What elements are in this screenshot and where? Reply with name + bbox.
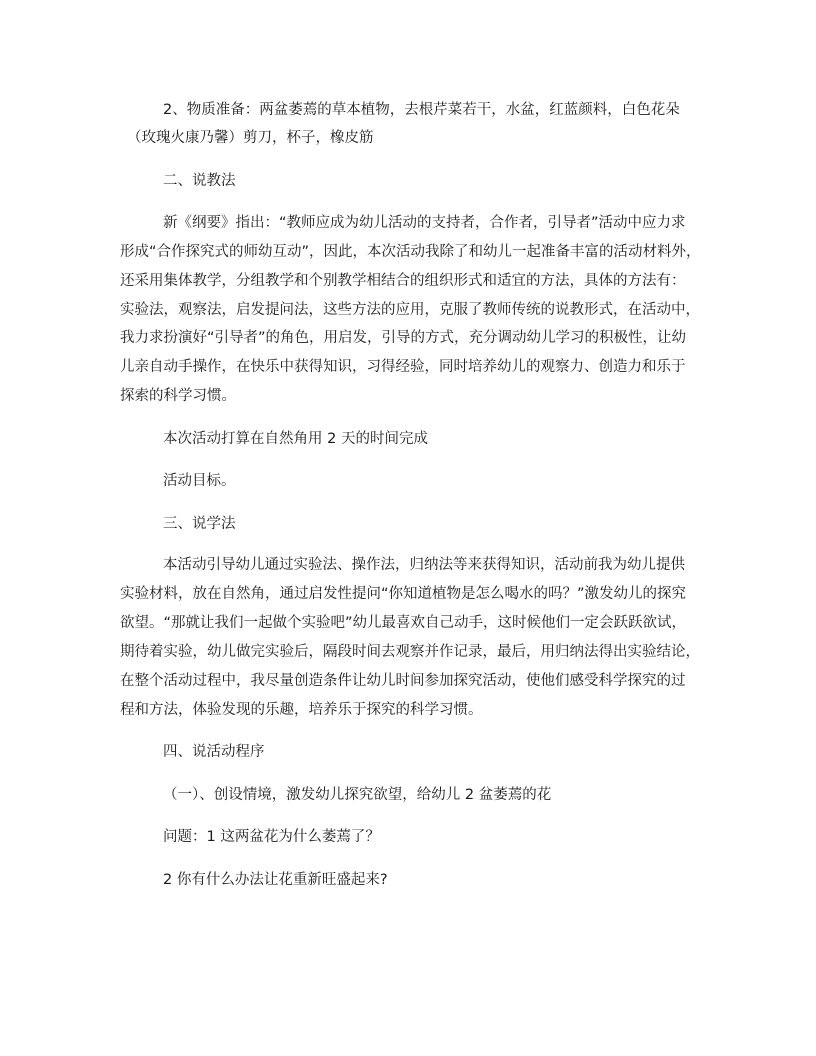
- learning-method-line-3: 欲望。“那就让我们一起做个实验吧”幼儿最喜欢自己动手，这时候他们一定会跃跃欲试，: [120, 615, 687, 631]
- learning-method-line-1: 本活动引导幼儿通过实验法、操作法，归纳法等来获得知识，活动前我为幼儿提供: [163, 557, 685, 573]
- section-heading-learning-method: 三、说学法: [163, 516, 236, 532]
- teaching-method-line-6: 儿亲自动手操作，在快乐中获得知识，习得经验，同时培养幼儿的观察力、创造力和乐于: [120, 359, 686, 375]
- teaching-method-line-5: 我力求扮演好“引导者”的角色，用启发，引导的方式，充分调动幼儿学习的积极性，让幼: [120, 330, 687, 346]
- section-heading-teaching-method: 二、说教法: [163, 173, 236, 189]
- section-heading-procedure: 四、说活动程序: [163, 744, 265, 760]
- learning-method-line-5: 在整个活动过程中，我尽量创造条件让幼儿时间参加探究活动，使他们感受科学探究的过: [120, 673, 686, 689]
- learning-method-line-6: 程和方法，体验发现的乐趣，培养乐于探究的科学习惯。: [120, 702, 483, 718]
- materials-line-1: 2、物质准备：两盆萎蔫的草本植物，去根芹菜若干，水盆，红蓝颜料，白色花朵: [163, 102, 680, 118]
- procedure-question-1: 问题：1 这两盆花为什么萎蔫了？: [163, 829, 380, 845]
- teaching-method-line-3: 还采用集体教学，分组教学和个别教学相结合的组织形式和适宜的方法，具体的方法有：: [120, 273, 686, 289]
- teaching-method-line-1: 新《纲要》指出：“教师应成为幼儿活动的支持者，合作者，引导者”活动中应力求: [163, 215, 686, 231]
- teaching-method-line-2: 形成“合作探究式的师幼互动”，因此，本次活动我除了和幼儿一起准备丰富的活动材料外，: [120, 244, 701, 260]
- procedure-question-2: 2 你有什么办法让花重新旺盛起来?: [163, 872, 388, 888]
- learning-method-line-2: 实验材料，放在自然角，通过启发性提问“你知道植物是怎么喝水的吗？”激发幼儿的探究: [120, 586, 687, 602]
- teaching-method-line-7: 探索的科学习惯。: [120, 388, 236, 404]
- procedure-step-1: （一）、创设情境，激发幼儿探究欲望，给幼儿 2 盆萎蔫的花: [163, 787, 552, 803]
- learning-method-line-4: 期待着实验，幼儿做完实验后，隔段时间去观察并作记录，最后，用归纳法得出实验结论，: [120, 644, 700, 660]
- materials-line-2: （玫瑰火康乃馨）剪刀，杯子，橡皮筋: [127, 130, 374, 146]
- teaching-method-line-4: 实验法，观察法，启发提问法，这些方法的应用，克服了教师传统的说教形式，在活动中，: [120, 302, 700, 318]
- activity-goal-text: 活动目标。: [163, 473, 236, 489]
- schedule-text: 本次活动打算在自然角用 2 天的时间完成: [163, 431, 428, 447]
